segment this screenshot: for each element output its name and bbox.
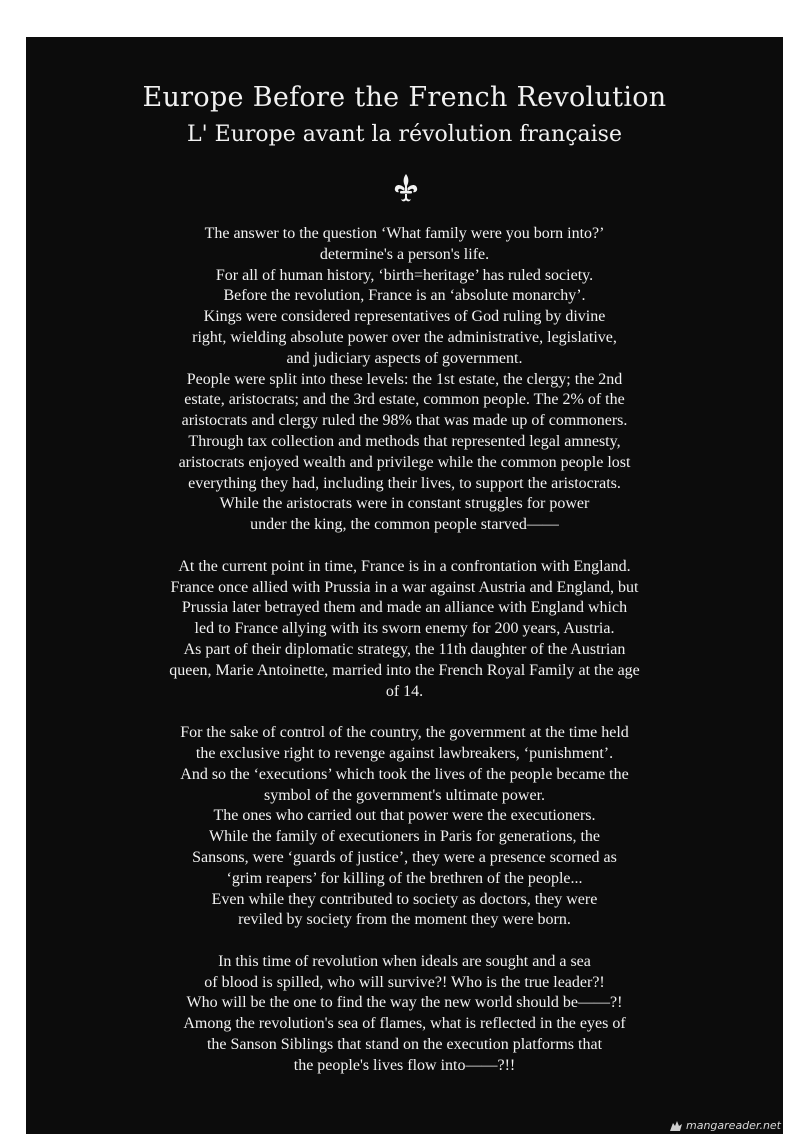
page-title: Europe Before the French Revolution [142,82,667,113]
text-line: right, wielding absolute power over the administrative, legislative, [192,328,617,346]
watermark [669,1119,781,1132]
text-line: determine's a person's life. [319,245,490,263]
paragraph-1 [66,224,743,536]
paragraph-3 [66,723,743,931]
text-line: Sansons, were ‘guards of justice’, they were a presence scorned as [192,848,617,866]
text-line: In this time of revolution when ideals are sought and a sea [218,952,591,970]
page-subtitle: L' Europe avant la révolution française [187,122,622,147]
text-line: aristocrats enjoyed wealth and privilege while the common people lost [178,453,631,471]
page-panel [26,37,783,1134]
text-line: the exclusive right to revenge against lawbreakers, ‘punishment’. [195,744,614,762]
text-line: queen, Marie Antoinette, married into the French Royal Family at the age [169,661,640,679]
text-line: While the family of executioners in Paris for generations, the [209,828,600,846]
paragraph-4 [66,952,743,1077]
text-line: The ones who carried out that power were the executioners. [213,807,596,825]
text-line: Prussia later betrayed them and made an alliance with England which [181,599,628,617]
fleur-de-lis-icon [393,173,419,203]
text-line: under the king, the common people starved—— [250,516,559,534]
text-line: reviled by society from the moment they were born. [238,911,571,929]
wolf-logo-icon [669,1120,683,1132]
text-line: aristocrats and clergy ruled the 98% that was made up of commoners. [181,412,628,430]
text-line: At the current point in time, France is in a confrontation with England. [178,557,631,575]
watermark-text: mangareader.net [686,1119,781,1132]
text-line: everything they had, including their lives, to support the aristocrats. [188,474,621,492]
text-line: Even while they contributed to society as doctors, they were [211,890,598,908]
text-line: and judiciary aspects of government. [286,349,523,367]
text-line: As part of their diplomatic strategy, the 11th daughter of the Austrian [183,640,626,658]
text-line: France once allied with Prussia in a war against Austria and England, but [170,578,639,596]
text-line: For all of human history, ‘birth=heritage’ has ruled society. [215,266,594,284]
text-line: Through tax collection and methods that represented legal amnesty, [188,432,621,450]
text-line: the people's lives flow into——?!! [293,1056,516,1074]
text-line: Who will be the one to find the way the new world should be——?! [186,994,623,1012]
body-text [66,224,743,1097]
text-line: estate, aristocrats; and the 3rd estate, common people. The 2% of the [184,391,625,409]
text-line: of 14. [385,682,424,700]
text-line: Kings were considered representatives of God ruling by divine [203,308,606,326]
text-line: And so the ‘executions’ which took the lives of the people became the [180,765,629,783]
text-line: ‘grim reapers’ for killing of the brethren of the people... [226,869,583,887]
text-line: People were split into these levels: the 1st estate, the clergy; the 2nd [186,370,623,388]
text-line: led to France allying with its sworn enemy for 200 years, Austria. [194,620,615,638]
text-line: Before the revolution, France is an ‘absolute monarchy’. [223,287,586,305]
text-line: The answer to the question ‘What family were you born into?’ [204,225,605,242]
text-line: the Sanson Siblings that stand on the execution platforms that [206,1036,603,1054]
text-line: symbol of the government's ultimate power. [263,786,546,804]
text-line: While the aristocrats were in constant struggles for power [219,495,590,513]
paragraph-2 [66,557,743,703]
text-line: For the sake of control of the country, the government at the time held [180,724,629,742]
text-line: of blood is spilled, who will survive?! Who is the true leader?! [204,973,605,991]
text-line: Among the revolution's sea of flames, what is reflected in the eyes of [183,1015,626,1033]
